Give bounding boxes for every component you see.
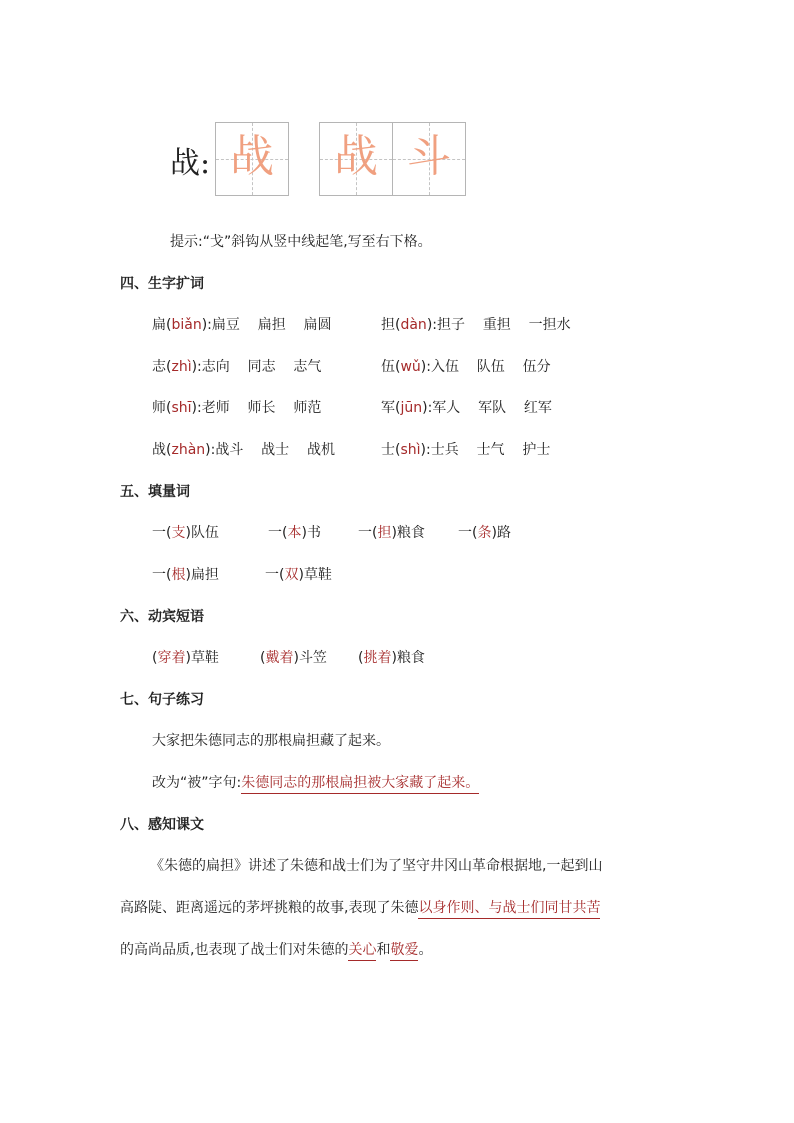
section-7-title: 七、句子练习 (120, 692, 204, 708)
grid-char: 斗 (407, 131, 451, 182)
practice-char: 战: (170, 146, 211, 181)
grid-char: 战 (334, 131, 378, 182)
original-sentence: 大家把朱德同志的那根扁担藏了起来。 (152, 733, 390, 749)
measure-word-item: 一(支)队伍 (152, 525, 219, 541)
grid-cell (320, 123, 392, 195)
section-5-title: 五、填量词 (120, 484, 190, 500)
word-entry: 伍(wǔ):入伍 队伍 伍分 (381, 359, 551, 375)
section-6-title: 六、动宾短语 (120, 609, 204, 625)
measure-word-item: 一(本)书 (268, 525, 321, 541)
word-entry: 扁(biǎn):扁豆 扁担 扁圆 (152, 317, 332, 333)
word-entry: 志(zhì):志向 同志 志气 (152, 359, 322, 375)
sentence-rewrite: 改为“被”字句:朱德同志的那根扁担被大家藏了起来。 (152, 772, 479, 792)
section-4-title: 四、生字扩词 (120, 276, 204, 292)
word-entry: 士(shì):士兵 士气 护士 (381, 442, 551, 458)
writing-grid-1 (215, 122, 289, 196)
grid-cell (392, 123, 465, 195)
word-entry: 担(dàn):担子 重担 一担水 (381, 317, 571, 333)
section-8-title: 八、感知课文 (120, 817, 204, 833)
summary-line-3: 的高尚品质,也表现了战士们对朱德的关心和敬爱。 (120, 939, 432, 959)
measure-word-item: 一(双)草鞋 (265, 567, 332, 583)
measure-word-item: 一(根)扁担 (152, 567, 219, 583)
summary-line-1: 《朱德的扁担》讲述了朱德和战士们为了坚守井冈山革命根据地,一起到山 (150, 858, 603, 874)
hint-text: 提示:“戈”斜钩从竖中线起笔,写至右下格。 (170, 234, 432, 250)
measure-word-item: 一(条)路 (458, 525, 511, 541)
phrase-item: (穿着)草鞋 (152, 650, 219, 666)
measure-word-item: 一(担)粮食 (358, 525, 425, 541)
word-entry: 战(zhàn):战斗 战士 战机 (152, 442, 335, 458)
writing-grid-2 (319, 122, 466, 196)
grid-cell (216, 123, 288, 195)
word-entry: 军(jūn):军人 军队 红军 (381, 400, 552, 416)
summary-line-2: 高路陡、距离遥远的茅坪挑粮的故事,表现了朱德以身作则、与战士们同甘共苦 (120, 897, 600, 917)
grid-char: 战 (230, 131, 274, 182)
word-entry: 师(shī):老师 师长 师范 (152, 400, 322, 416)
phrase-item: (挑着)粮食 (358, 650, 425, 666)
phrase-item: (戴着)斗笠 (260, 650, 327, 666)
